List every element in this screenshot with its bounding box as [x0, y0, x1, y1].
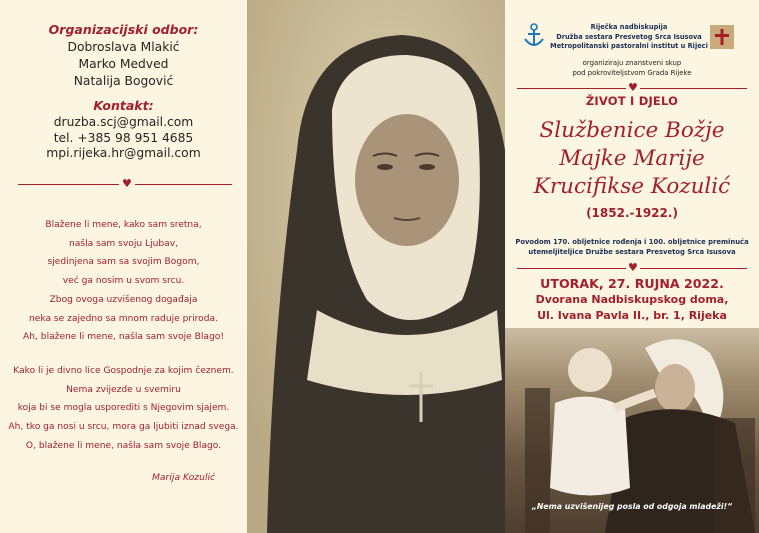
heart-icon: ♥	[628, 261, 638, 274]
event-venue	[505, 292, 759, 323]
poem-line: O, blažene li mene, našla sam svoje Blago.	[25, 440, 222, 451]
poem-line: Ah, blažene li mene, našla sam svoje Blago!	[23, 332, 224, 343]
heart-icon: ♥	[628, 81, 638, 94]
heart-icon: ♥	[119, 178, 135, 189]
poem-line: koja bi se mogla usporediti s Njegovim sjajem.	[17, 403, 230, 414]
contact-phone[interactable]: tel. +385 98 951 4685	[53, 130, 194, 145]
venue-line: Dvorana Nadbiskupskog doma,	[535, 293, 729, 306]
nun-portrait-image	[247, 0, 505, 533]
poem-line: sjedinjena sam sa svojim Bogom,	[47, 257, 200, 268]
title-line: Krucifikse Kozulić	[533, 174, 731, 199]
event-date: UTORAK, 27. RUJNA 2022.	[540, 276, 724, 291]
poem-line: već ga nosim u svom srcu.	[62, 276, 185, 287]
poem-stanza-1	[0, 216, 247, 347]
organizer-name: Metropolitanski pastoralni institut u Rijeci	[550, 42, 708, 51]
org-committee-heading: Organizacijski odbor:	[48, 22, 199, 37]
poem-line: Zbog ovoga uzvišenog događaja	[49, 294, 198, 305]
venue-line: Ul. Ivana Pavla II., br. 1, Rijeka	[537, 308, 727, 322]
contact-email[interactable]: druzba.scj@gmail.com	[53, 115, 194, 129]
organize-line: pod pokroviteljstvom Grada Rijeke	[572, 68, 692, 77]
org-member: Dobroslava Mlakić	[67, 40, 180, 54]
poem-line: Kako li je divno lice Gospodnje za kojim čeznem.	[13, 366, 234, 376]
organizer-name: Družba sestara Presvetog Srca Isusova	[556, 32, 702, 41]
poem-stanza-2	[0, 362, 247, 456]
organizer-name: Riječka nadbiskupija	[590, 23, 668, 31]
occasion-note	[505, 237, 759, 258]
organizers-block	[549, 23, 709, 52]
poem-line: Nema zvijezde u svemiru	[66, 384, 181, 395]
contact-list	[0, 115, 247, 162]
life-and-work-heading: ŽIVOT I DJELO	[585, 94, 679, 108]
left-panel	[0, 0, 247, 533]
life-years: (1852.-1922.)	[586, 206, 678, 220]
poem-line: našla sam svoju Ljubav,	[69, 238, 178, 249]
title-line: Majke Marije	[559, 146, 705, 171]
event-title	[505, 117, 759, 201]
poem-line: Ah, tko ga nosi u srcu, mora ga ljubiti iznad svega.	[8, 422, 239, 433]
org-member: Marko Medved	[78, 57, 169, 71]
occasion-line: Povodom 170. obljetnice rođenja i 100. obljetnice preminuća	[515, 238, 749, 246]
org-committee-list	[0, 39, 247, 90]
quote-text: „Nema uzvišenijeg posla od odgoja mladeži!“	[531, 502, 733, 511]
organize-line: organiziraju znanstveni skup	[582, 59, 682, 67]
occasion-line: utemeljiteljice Družbe sestara Presvetog Srca Isusova	[528, 248, 736, 257]
organize-note	[505, 59, 759, 78]
portrait-photo	[247, 0, 505, 533]
right-panel	[505, 0, 759, 533]
anchor-logo-icon	[523, 23, 545, 49]
poem-author: Marija Kozulić	[152, 472, 216, 483]
poem-line: Blažene li mene, kako sam sretna,	[45, 220, 202, 230]
contact-heading: Kontakt:	[93, 98, 154, 113]
title-line: Službenice Božje	[539, 118, 725, 143]
contact-email-2[interactable]: mpi.rijeka.hr@gmail.com	[46, 146, 201, 160]
org-member: Natalija Bogović	[73, 74, 174, 88]
poem-line: neka se zajedno sa mnom raduje priroda.	[29, 313, 218, 324]
institute-cross-logo-icon	[710, 25, 734, 49]
